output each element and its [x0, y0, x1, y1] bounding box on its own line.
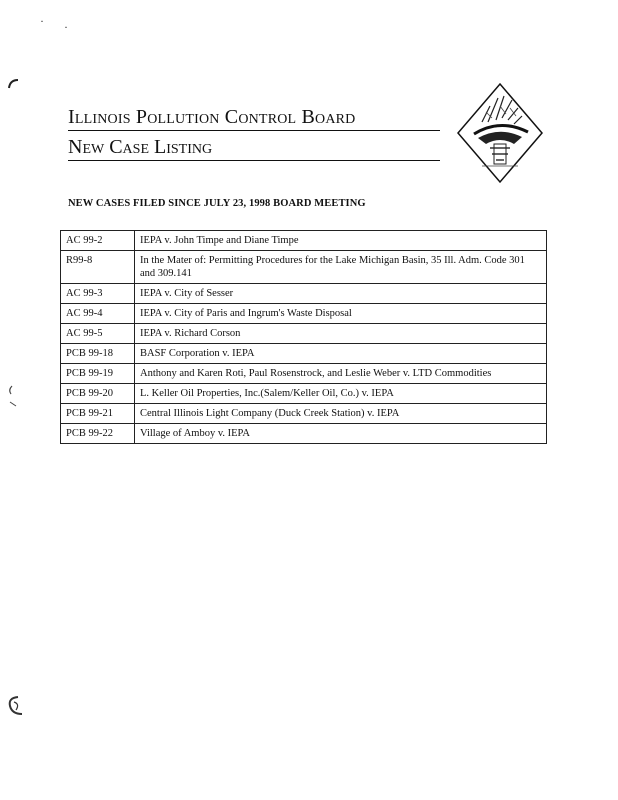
table-row: [61, 251, 547, 284]
case-number: AC 99-5: [61, 324, 135, 344]
board-name: Illinois Pollution Control Board: [68, 106, 356, 128]
case-title: IEPA v. John Timpe and Diane Timpe: [135, 231, 547, 251]
section-heading: NEW CASES FILED SINCE JULY 23, 1998 BOARD MEETING: [68, 198, 366, 209]
case-number: R99-8: [61, 251, 135, 284]
case-number: PCB 99-18: [61, 344, 135, 364]
case-title: L. Keller Oil Properties, Inc.(Salem/Keller Oil, Co.) v. IEPA: [135, 384, 547, 404]
case-number: PCB 99-19: [61, 364, 135, 384]
scan-speck: ·: [64, 20, 68, 34]
case-number: PCB 99-21: [61, 404, 135, 424]
binder-mark-icon: [4, 384, 18, 410]
table-row: [61, 324, 547, 344]
case-title: IEPA v. Richard Corson: [135, 324, 547, 344]
table-row: [61, 364, 547, 384]
table-row: [61, 404, 547, 424]
table-row: [61, 231, 547, 251]
case-title: Anthony and Karen Roti, Paul Rosenstrock, and Leslie Weber v. LTD Commodities: [135, 364, 547, 384]
scan-speck: ·: [40, 14, 44, 28]
listing-title: New Case Listing: [68, 136, 213, 158]
case-title: BASF Corporation v. IEPA: [135, 344, 547, 364]
table-row: [61, 284, 547, 304]
case-table: [60, 230, 547, 444]
case-number: AC 99-4: [61, 304, 135, 324]
board-logo-icon: [456, 82, 544, 184]
case-title: Central Illinois Light Company (Duck Creek Station) v. IEPA: [135, 404, 547, 424]
case-title: IEPA v. City of Paris and Ingrum's Waste Disposal: [135, 304, 547, 324]
binder-mark-icon: [6, 78, 20, 92]
case-number: PCB 99-20: [61, 384, 135, 404]
case-number: PCB 99-22: [61, 424, 135, 444]
case-title: In the Mater of: Permitting Procedures for the Lake Michigan Basin, 35 Ill. Adm. Code 301 and 309.141: [135, 251, 547, 284]
header-rule: [68, 160, 440, 161]
binder-mark-icon: [4, 694, 28, 720]
case-title: IEPA v. City of Sesser: [135, 284, 547, 304]
table-row: [61, 344, 547, 364]
header-rule: [68, 130, 440, 131]
case-title: Village of Amboy v. IEPA: [135, 424, 547, 444]
table-row: [61, 424, 547, 444]
table-row: [61, 304, 547, 324]
case-number: AC 99-2: [61, 231, 135, 251]
table-row: [61, 384, 547, 404]
case-number: AC 99-3: [61, 284, 135, 304]
